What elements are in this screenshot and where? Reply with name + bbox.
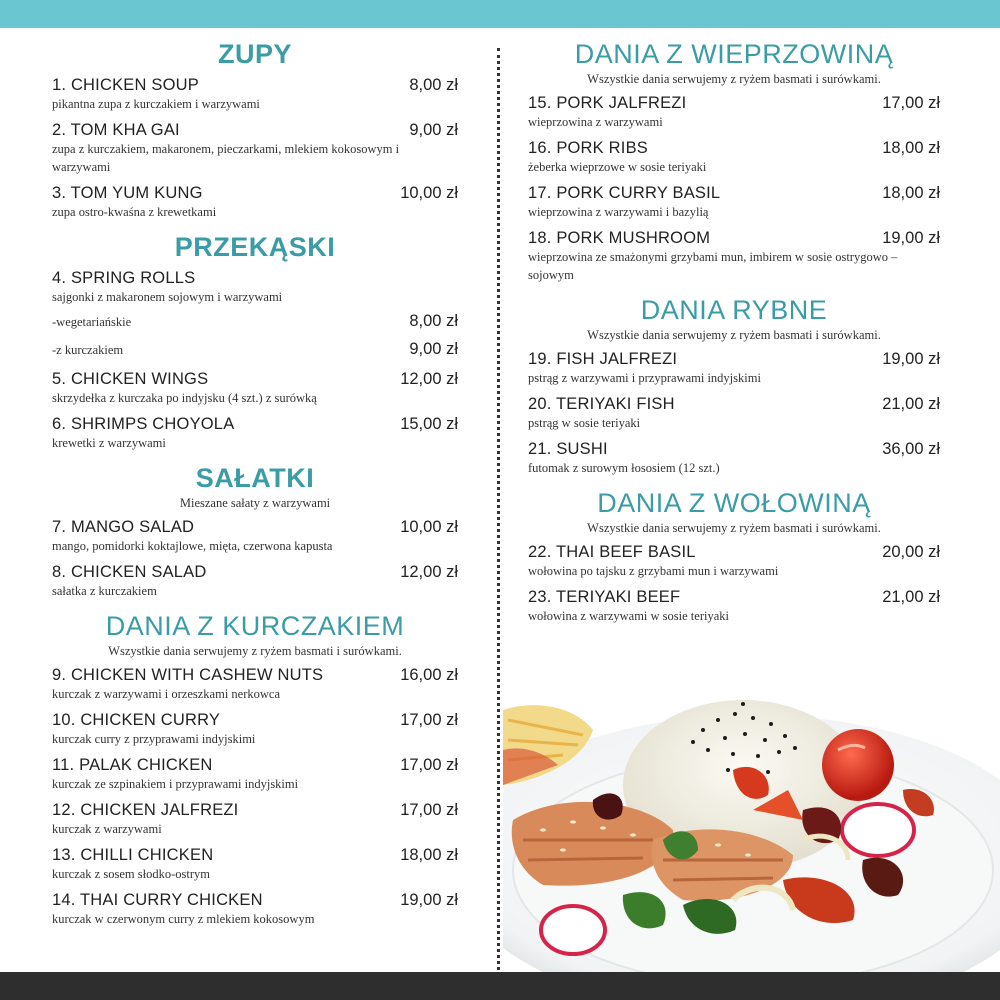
food-plate-photo xyxy=(503,690,1000,972)
menu-item-row xyxy=(52,844,458,866)
item-variant xyxy=(52,338,458,362)
menu-item-row xyxy=(52,182,458,204)
variant-price: 8,00 zł xyxy=(409,312,458,330)
menu-item-row xyxy=(52,754,458,776)
menu-item xyxy=(528,348,940,387)
menu-item-row xyxy=(52,709,458,731)
column-divider xyxy=(497,48,500,970)
item-description: zupa z kurczakiem, makaronem, pieczarkami, mlekiem kokosowym i warzywami xyxy=(52,142,400,174)
item-price: 21,00 zł xyxy=(882,395,940,413)
menu-item xyxy=(52,844,458,883)
menu-item-row xyxy=(52,664,458,686)
item-description: kurczak w czerwonym curry z mlekiem kokosowym xyxy=(52,912,315,926)
menu-item-row xyxy=(52,799,458,821)
section-title: DANIA Z KURCZAKIEM xyxy=(105,611,405,641)
section-note: Mieszane sałaty z warzywami xyxy=(179,496,331,510)
section-title: DANIA Z WIEPRZOWINĄ xyxy=(574,39,894,69)
menu-item xyxy=(52,664,458,703)
section-title: SAŁATKI xyxy=(195,463,315,493)
menu-item-row xyxy=(52,516,458,538)
menu-item xyxy=(52,368,458,407)
item-price: 20,00 zł xyxy=(882,543,940,561)
bottom-accent-bar xyxy=(0,972,1000,1000)
section-title: ZUPY xyxy=(217,39,292,69)
menu-item-row xyxy=(528,227,940,249)
item-name: 3. TOM YUM KUNG xyxy=(52,184,203,202)
item-description: kurczak z warzywami xyxy=(52,822,162,836)
item-description: zupa ostro-kwaśna z krewetkami xyxy=(52,205,217,219)
section-note: Wszystkie dania serwujemy z ryżem basmati i surówkami. xyxy=(587,521,881,535)
item-description: kurczak curry z przyprawami indyjskimi xyxy=(52,732,256,746)
menu-item xyxy=(52,754,458,793)
item-price: 10,00 zł xyxy=(400,518,458,536)
menu-item-row xyxy=(52,561,458,583)
item-price: 21,00 zł xyxy=(882,588,940,606)
menu-item xyxy=(52,516,458,555)
menu-item-row xyxy=(528,393,940,415)
menu-item-row xyxy=(52,267,458,289)
item-name: 4. SPRING ROLLS xyxy=(52,269,196,287)
item-name: 16. PORK RIBS xyxy=(528,139,648,157)
menu-item xyxy=(528,92,940,131)
menu-item-row xyxy=(528,541,940,563)
item-name: 14. THAI CURRY CHICKEN xyxy=(52,891,263,909)
section-note: Wszystkie dania serwujemy z ryżem basmati i surówkami. xyxy=(108,644,402,658)
item-price: 18,00 zł xyxy=(882,139,940,157)
menu-section-dania-z-wolowina xyxy=(528,483,940,625)
item-price: 8,00 zł xyxy=(409,76,458,94)
menu-item xyxy=(52,413,458,452)
menu-item-row xyxy=(52,74,458,96)
menu-item-row xyxy=(528,137,940,159)
item-name: 1. CHICKEN SOUP xyxy=(52,76,199,94)
item-name: 23. TERIYAKI BEEF xyxy=(528,588,681,606)
item-price: 12,00 zł xyxy=(400,563,458,581)
menu-section-przekaski xyxy=(52,227,458,452)
menu-item xyxy=(52,799,458,838)
menu-section-dania-rybne xyxy=(528,290,940,477)
menu-item xyxy=(52,709,458,748)
item-description: kurczak z sosem słodko-ostrym xyxy=(52,867,210,881)
menu-item-row xyxy=(52,119,458,141)
item-variant xyxy=(52,310,458,334)
item-price: 18,00 zł xyxy=(400,846,458,864)
menu-item-row xyxy=(52,413,458,435)
menu-item xyxy=(528,586,940,625)
menu-item-row xyxy=(528,586,940,608)
item-description: sałatka z kurczakiem xyxy=(52,584,157,598)
menu-item-row xyxy=(528,182,940,204)
menu-item-row xyxy=(528,438,940,460)
item-description: krewetki z warzywami xyxy=(52,436,166,450)
menu-item-row xyxy=(52,368,458,390)
item-name: 9. CHICKEN WITH CASHEW NUTS xyxy=(52,666,324,684)
item-description: wieprzowina z warzywami i bazylią xyxy=(528,205,709,219)
menu-item xyxy=(52,74,458,113)
top-accent-bar xyxy=(0,0,1000,28)
item-description: pstrąg w sosie teriyaki xyxy=(528,416,641,430)
menu-section-dania-z-wieprzowina xyxy=(528,34,940,284)
item-price: 9,00 zł xyxy=(409,121,458,139)
item-name: 18. PORK MUSHROOM xyxy=(528,229,711,247)
item-price: 19,00 zł xyxy=(400,891,458,909)
item-name: 7. MANGO SALAD xyxy=(52,518,195,536)
menu-item xyxy=(528,541,940,580)
item-price: 16,00 zł xyxy=(400,666,458,684)
menu-item-row xyxy=(528,348,940,370)
section-note: Wszystkie dania serwujemy z ryżem basmati i surówkami. xyxy=(587,72,881,86)
menu-section-zupy xyxy=(52,34,458,221)
item-name: 5. CHICKEN WINGS xyxy=(52,370,209,388)
item-description: kurczak z warzywami i orzeszkami nerkowca xyxy=(52,687,281,701)
item-description: żeberka wieprzowe w sosie teriyaki xyxy=(528,160,707,174)
variant-price: 9,00 zł xyxy=(409,340,458,358)
item-description: wołowina z warzywami w sosie teriyaki xyxy=(528,609,729,623)
item-name: 2. TOM KHA GAI xyxy=(52,121,180,139)
item-price: 19,00 zł xyxy=(882,229,940,247)
item-price: 18,00 zł xyxy=(882,184,940,202)
section-title: PRZEKĄSKI xyxy=(174,232,336,262)
item-name: 22. THAI BEEF BASIL xyxy=(528,543,696,561)
menu-item xyxy=(528,227,940,284)
item-name: 17. PORK CURRY BASIL xyxy=(528,184,721,202)
menu-item xyxy=(528,393,940,432)
item-name: 15. PORK JALFREZI xyxy=(528,94,687,112)
menu-item xyxy=(528,137,940,176)
menu-item xyxy=(52,182,458,221)
item-name: 21. SUSHI xyxy=(528,440,608,458)
item-price: 36,00 zł xyxy=(882,440,940,458)
item-description: skrzydełka z kurczaka po indyjsku (4 szt.) z surówką xyxy=(52,391,317,405)
menu-item xyxy=(528,182,940,221)
item-price: 17,00 zł xyxy=(400,711,458,729)
item-name: 11. PALAK CHICKEN xyxy=(52,756,213,774)
item-name: 12. CHICKEN JALFREZI xyxy=(52,801,239,819)
menu-item xyxy=(52,119,458,176)
item-description: sajgonki z makaronem sojowym i warzywami xyxy=(52,290,283,304)
item-name: 8. CHICKEN SALAD xyxy=(52,563,207,581)
item-price: 12,00 zł xyxy=(400,370,458,388)
item-price: 17,00 zł xyxy=(882,94,940,112)
menu-column-left xyxy=(52,34,458,934)
item-description: wieprzowina ze smażonymi grzybami mun, imbirem w sosie ostrygowo – sojowym xyxy=(528,250,898,282)
item-name: 13. CHILLI CHICKEN xyxy=(52,846,214,864)
item-price: 17,00 zł xyxy=(400,801,458,819)
menu-column-right xyxy=(528,34,940,631)
menu-item xyxy=(528,438,940,477)
item-description: futomak z surowym łososiem (12 szt.) xyxy=(528,461,720,475)
menu-item xyxy=(52,561,458,600)
item-name: 10. CHICKEN CURRY xyxy=(52,711,221,729)
menu-section-salatki xyxy=(52,458,458,600)
menu-item xyxy=(52,889,458,928)
item-name: 6. SHRIMPS CHOYOLA xyxy=(52,415,235,433)
item-description: pikantna zupa z kurczakiem i warzywami xyxy=(52,97,260,111)
item-description: pstrąg z warzywami i przyprawami indyjskimi xyxy=(528,371,761,385)
item-description: mango, pomidorki koktajlowe, mięta, czerwona kapusta xyxy=(52,539,333,553)
item-description: wieprzowina z warzywami xyxy=(528,115,663,129)
variant-name: -wegetariańskie xyxy=(52,315,132,329)
item-price: 10,00 zł xyxy=(400,184,458,202)
section-title: DANIA RYBNE xyxy=(640,295,828,325)
item-price: 19,00 zł xyxy=(882,350,940,368)
item-description: wołowina po tajsku z grzybami mun i warzywami xyxy=(528,564,779,578)
item-name: 20. TERIYAKI FISH xyxy=(528,395,675,413)
section-note: Wszystkie dania serwujemy z ryżem basmati i surówkami. xyxy=(587,328,881,342)
menu-item-row xyxy=(52,889,458,911)
menu-item-row xyxy=(528,92,940,114)
menu-section-dania-z-kurczakiem xyxy=(52,606,458,928)
item-price: 15,00 zł xyxy=(400,415,458,433)
item-price: 17,00 zł xyxy=(400,756,458,774)
variant-name: -z kurczakiem xyxy=(52,343,124,357)
section-title: DANIA Z WOŁOWINĄ xyxy=(597,488,871,518)
item-description: kurczak ze szpinakiem i przyprawami indyjskimi xyxy=(52,777,299,791)
menu-item xyxy=(52,267,458,362)
item-name: 19. FISH JALFREZI xyxy=(528,350,678,368)
